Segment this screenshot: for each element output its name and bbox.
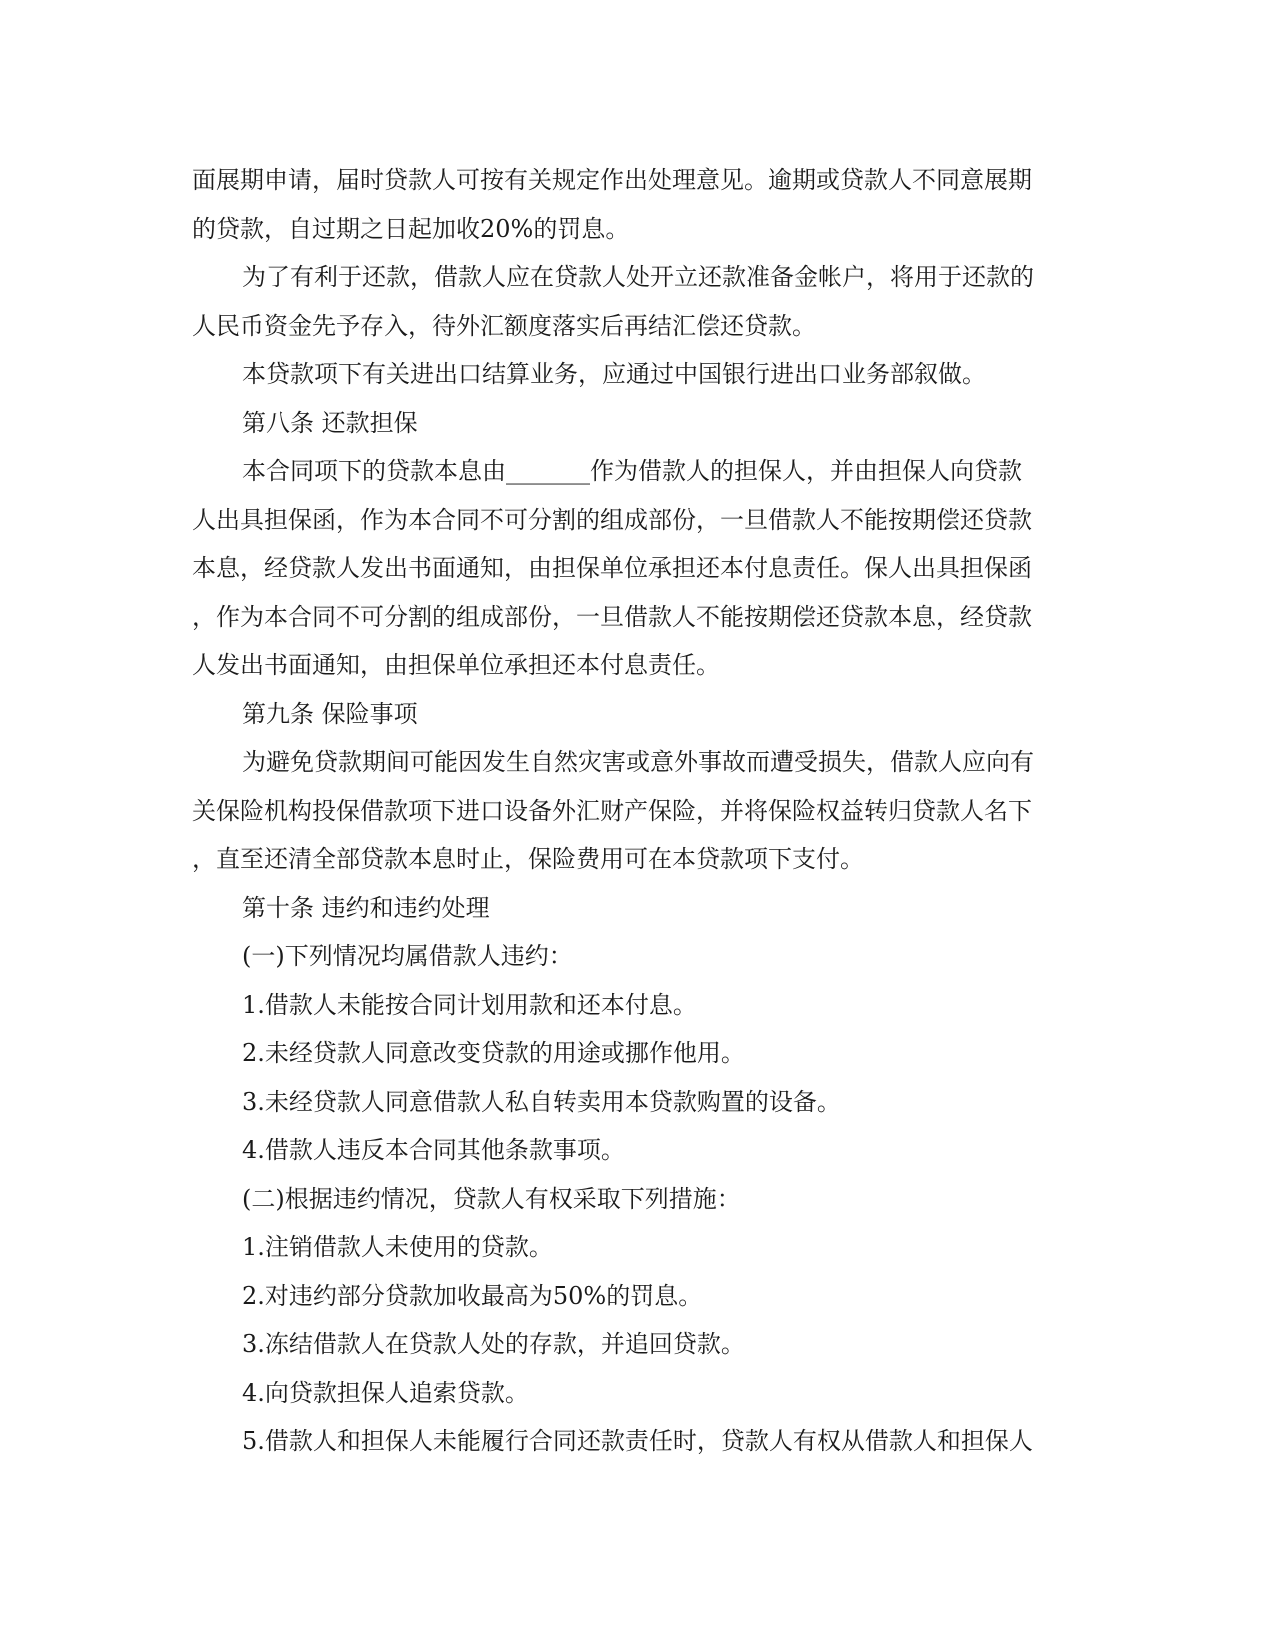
article-heading-10: 第十条 违约和违约处理 (242, 893, 490, 922)
text-line: ，直至还清全部贷款本息时止，保险费用可在本贷款项下支付。 (192, 845, 864, 873)
list-item: 2.对违约部分贷款加收最高为50%的罚息。 (242, 1281, 703, 1310)
list-item: 1.注销借款人未使用的贷款。 (242, 1233, 553, 1261)
text-line: 人出具担保函，作为本合同不可分割的组成部份，一旦借款人不能按期偿还贷款 (192, 505, 1032, 534)
list-item: 2.未经贷款人同意改变贷款的用途或挪作他用。 (242, 1039, 745, 1067)
text-line: 关保险机构投保借款项下进口设备外汇财产保险，并将保险权益转归贷款人名下 (192, 796, 1032, 825)
list-item: 3.未经贷款人同意借款人私自转卖用本贷款购置的设备。 (242, 1087, 841, 1116)
list-item: 1.借款人未能按合同计划用款和还本付息。 (242, 990, 697, 1019)
text-line: 面展期申请，届时贷款人可按有关规定作出处理意见。逾期或贷款人不同意展期 (192, 166, 1032, 194)
section-heading-2: (二)根据违约情况，贷款人有权采取下列措施： (242, 1184, 741, 1213)
text-line: 人发出书面通知，由担保单位承担还本付息责任。 (192, 651, 720, 679)
list-item: 3.冻结借款人在贷款人处的存款，并追回贷款。 (242, 1330, 745, 1358)
text-line: 本息，经贷款人发出书面通知，由担保单位承担还本付息责任。保人出具担保函 (192, 554, 1032, 582)
paragraph-start: 本合同项下的贷款本息由_______作为借款人的担保人，并由担保人向贷款 (242, 457, 1022, 485)
paragraph-start: 为了有利于还款，借款人应在贷款人处开立还款准备金帐户，将用于还款的 (242, 263, 1034, 291)
list-item: 5.借款人和担保人未能履行合同还款责任时，贷款人有权从借款人和担保人 (242, 1427, 1033, 1455)
document-body (192, 156, 1072, 1466)
section-heading-1: (一)下列情况均属借款人违约： (242, 942, 573, 970)
paragraph-start: 为避免贷款期间可能因发生自然灾害或意外事故而遭受损失，借款人应向有 (242, 748, 1034, 776)
text-line: 的贷款，自过期之日起加收20%的罚息。 (192, 214, 630, 243)
list-item: 4.向贷款担保人追索贷款。 (242, 1378, 529, 1407)
text-line: 人民币资金先予存入，待外汇额度落实后再结汇偿还贷款。 (192, 311, 816, 340)
paragraph-start: 本贷款项下有关进出口结算业务，应通过中国银行进出口业务部叙做。 (242, 360, 986, 388)
article-heading-9: 第九条 保险事项 (242, 699, 418, 728)
list-item: 4.借款人违反本合同其他条款事项。 (242, 1136, 625, 1164)
text-line: ，作为本合同不可分割的组成部份，一旦借款人不能按期偿还贷款本息，经贷款 (192, 602, 1032, 631)
article-heading-8: 第八条 还款担保 (242, 408, 418, 437)
